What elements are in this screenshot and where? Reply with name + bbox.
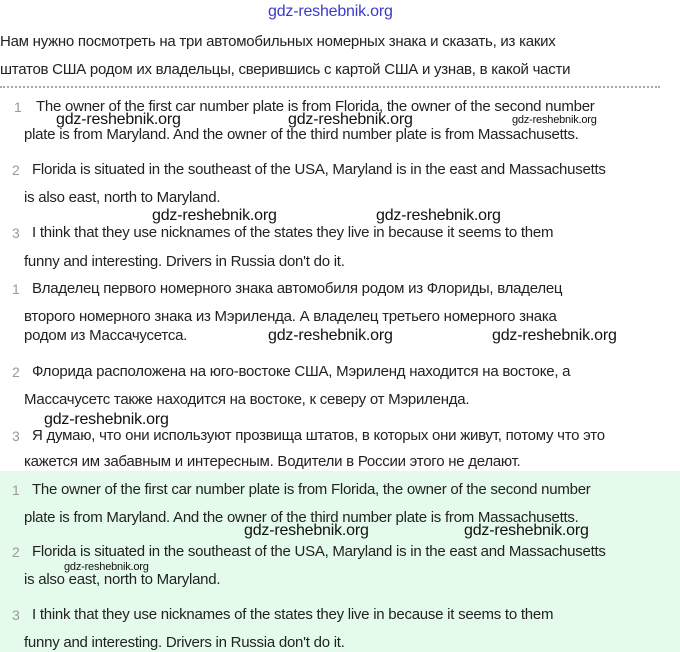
answer-line: plate is from Maryland. And the owner of the third number plate is from Massachusetts.	[24, 126, 579, 143]
answer-line: родом из Массачусетса.	[24, 327, 188, 344]
item-number: 3	[12, 225, 20, 241]
answer-line: I think that they use nicknames of the states they live in because it seems to them	[32, 224, 554, 241]
intro-line: Нам нужно посмотреть на три автомобильных номерных знака и сказать, из каких	[0, 33, 556, 50]
watermark: gdz-reshebnik.org	[44, 411, 169, 428]
answer-line: funny and interesting. Drivers in Russia don't do it.	[24, 634, 345, 651]
watermark: gdz-reshebnik.org	[64, 561, 149, 573]
item-number: 2	[12, 162, 20, 178]
item-number: 1	[12, 482, 20, 498]
answer-line: Массачусетс также находится на востоке, к северу от Мэриленда.	[24, 391, 470, 408]
watermark: gdz-reshebnik.org	[56, 111, 181, 128]
answer-line: The owner of the first car number plate is from Florida, the owner of the second number	[36, 98, 595, 115]
watermark: gdz-reshebnik.org	[512, 114, 597, 126]
watermark: gdz-reshebnik.org	[244, 522, 369, 539]
watermark: gdz-reshebnik.org	[288, 111, 413, 128]
answer-line: Владелец первого номерного знака автомобиля родом из Флориды, владелец	[32, 280, 563, 297]
answer-line: Florida is situated in the southeast of the USA, Maryland is in the east and Massachusetts	[32, 161, 606, 178]
answer-line: plate is from Maryland. And the owner of the third number plate is from Massachusetts.	[24, 509, 579, 526]
item-number: 1	[14, 99, 22, 115]
watermark: gdz-reshebnik.org	[268, 3, 393, 20]
answer-line: funny and interesting. Drivers in Russia don't do it.	[24, 253, 345, 270]
answer-line: The owner of the first car number plate is from Florida, the owner of the second number	[32, 481, 591, 498]
answer-line: is also east, north to Maryland.	[24, 571, 221, 588]
answer-line: Флорида расположена на юго-востоке США, Мэриленд находится на востоке, а	[32, 363, 571, 380]
answer-line: Florida is situated in the southeast of the USA, Maryland is in the east and Massachusetts	[32, 543, 606, 560]
watermark: gdz-reshebnik.org	[464, 522, 589, 539]
watermark: gdz-reshebnik.org	[152, 207, 277, 224]
item-number: 3	[12, 607, 20, 623]
watermark: gdz-reshebnik.org	[376, 207, 501, 224]
answer-line: Я думаю, что они используют прозвища штатов, в которых они живут, потому что это	[32, 427, 605, 444]
watermark: gdz-reshebnik.org	[268, 327, 393, 344]
watermark: gdz-reshebnik.org	[492, 327, 617, 344]
item-number: 3	[12, 428, 20, 444]
answer-line: I think that they use nicknames of the states they live in because it seems to them	[32, 606, 554, 623]
item-number: 2	[12, 364, 20, 380]
intro-line: штатов США родом их владельцы, сверившись с картой США и узнав, в какой части	[0, 61, 571, 78]
item-number: 1	[12, 281, 20, 297]
item-number: 2	[12, 544, 20, 560]
clipped-text-line	[0, 86, 660, 92]
answer-line: второго номерного знака из Мэриленда. А владелец третьего номерного знака	[24, 308, 557, 325]
answer-line: is also east, north to Maryland.	[24, 189, 221, 206]
answer-line: кажется им забавным и интересным. Водители в России этого не делают.	[24, 453, 521, 470]
